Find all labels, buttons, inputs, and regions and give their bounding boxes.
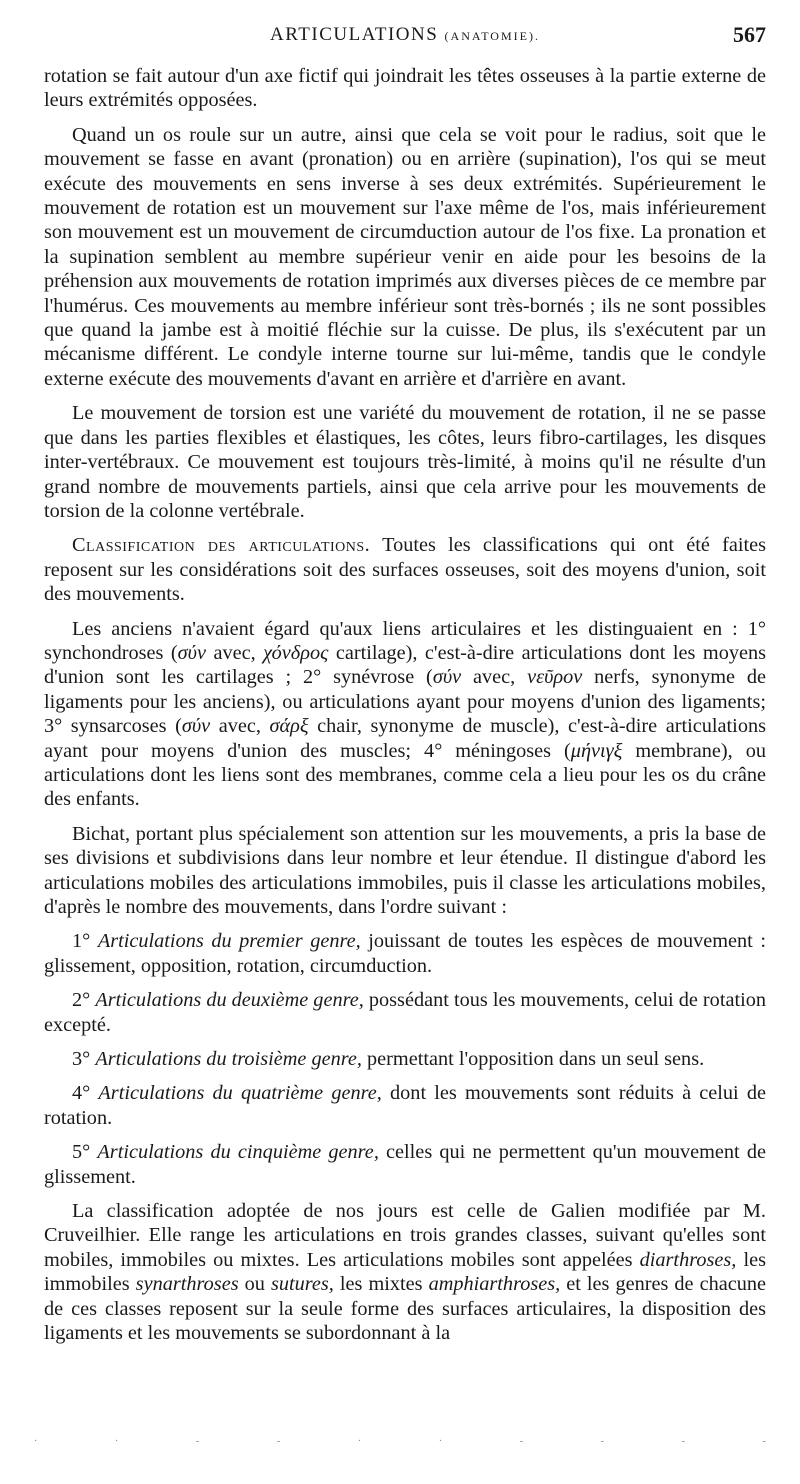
page xyxy=(44,0,767,1345)
text-run: permettant l'opposition dans un seul sens. xyxy=(361,1048,705,1071)
text-run: celles qui ne permettent qu'un mouvement de glissement. xyxy=(44,1141,766,1188)
text-run: 3° xyxy=(72,1048,96,1071)
text-run: chair, synonyme de muscle), c'est-à-dire articulations ayant pour moyens d'union des muscles; 4° méningoses ( xyxy=(44,715,766,762)
paragraph-p3 xyxy=(44,401,766,523)
italic-text: χόνδρος xyxy=(263,641,329,664)
section-heading: Classification des articulations. xyxy=(72,534,371,557)
text-run: 4° xyxy=(72,1082,99,1105)
running-title xyxy=(44,24,766,46)
text-run: Toutes les classifications qui ont été faites reposent sur les considérations soit des surfaces osseuses, soit des moyens d'union, soit des mouvements. xyxy=(44,534,766,606)
italic-text: Articulations du cinquième genre, xyxy=(97,1141,379,1164)
italic-text: σάρξ xyxy=(269,715,309,738)
text-run: dont les mouvements sont réduits à celui de rotation. xyxy=(44,1082,766,1129)
italic-text: sutures, xyxy=(270,1273,334,1296)
italic-text: σύν xyxy=(181,715,211,738)
italic-text: Articulations du deuxième genre, xyxy=(95,989,364,1012)
italic-text: Articulations du quatrième genre, xyxy=(98,1082,382,1105)
text-run: cartilage), c'est-à-dire articulations dont les moyens d'union sont les cartilages ; 2° synévrose ( xyxy=(44,641,767,689)
text-run: les mixtes xyxy=(333,1273,429,1296)
italic-text: diarthroses, xyxy=(639,1248,737,1271)
text-run: La classification adoptée de nos jours est celle de Galien modifiée par M. Cruveilhier. Elle range les articulations en trois grandes classes, suivant qu'elles sont mobiles, immobiles ou mixtes. Les articulations mobiles sont appelées xyxy=(44,1200,766,1271)
italic-text: νεῦρον xyxy=(527,666,583,689)
page-number: 567 xyxy=(733,22,766,47)
text-run: Quand un os roule sur un autre, ainsi que cela se voit pour le radius, soit que le mouvement se fasse en avant (pronation) ou en arrière (supination), l'os qui se meut exécute des mouvements en sens inverse à ses deux extrémités. Supérieurement le mouvement de rotation est un mouvement sur l'axe même de l'os, mais inférieurement son mouvement est un mouvement de circumduction autour de l'os fixe. La pronation et la supination semblent au membre supérieur venir en aide pour les besoins de la préhension aux mouvements de rotation imprimés aux diverses pièces de ce membre par l'humérus. Ces mouvements au membre inférieur sont très-bornés ; ils ne sont possibles que quand la jambe est à moitié fléchie sur la cuisse. De plus, ils s'exécutent par un mécanisme différent. Le condyle interne tourne sur lui-même, tandis que le condyle externe exécute des mouvements d'avant en arrière et d'arrière en avant. xyxy=(44,123,766,390)
italic-text: μήνιγξ xyxy=(570,739,623,762)
text-run: nerfs, synonyme de ligaments pour les anciens), ou articulations ayant pour moyens d'union des ligaments; 3° synsarcoses ( xyxy=(44,666,766,738)
text-run: avec, xyxy=(210,715,270,738)
body-text xyxy=(44,64,766,1356)
text-run: rotation se fait autour d'un axe fictif qui joindrait les têtes osseuses à la partie externe de leurs extrémités opposées. xyxy=(44,65,766,112)
italic-text: Articulations du troisième genre, xyxy=(95,1048,362,1071)
running-header xyxy=(44,0,766,52)
text-run: 2° xyxy=(72,989,96,1012)
paragraph-p8 xyxy=(44,988,766,1037)
text-run: avec, xyxy=(205,641,264,664)
text-run: membrane), ou articulations dont les liens sont des membranes, comme cela a lieu pour les os du crâne des enfants. xyxy=(44,739,766,811)
paragraph-p10 xyxy=(44,1081,766,1130)
italic-text: synarthroses xyxy=(135,1273,239,1296)
italic-text: amphiarthroses, xyxy=(428,1273,561,1296)
paragraph-p5 xyxy=(44,617,766,812)
paragraph-p4 xyxy=(44,533,766,606)
italic-text: σύν xyxy=(432,666,462,689)
text-run: Le mouvement de torsion est une variété du mouvement de rotation, il ne se passe que dans les parties flexibles et élastiques, les côtes, leurs fibro-cartilages, les disques inter-vertébraux. Ce mouvement est toujours très-limité, à moins qu'il ne résulte d'un grand nombre de mouvements partiels, ainsi que cela arrive pour les mouvements de torsion de la colonne vertébrale. xyxy=(44,402,766,522)
text-run: 5° xyxy=(72,1141,98,1164)
paragraph-p11 xyxy=(44,1140,766,1189)
text-run: jouissant de toutes les espèces de mouvement : glissement, opposition, rotation, circumduction. xyxy=(44,930,766,977)
running-title-main: ARTICULATIONS xyxy=(270,24,439,45)
text-run: les immobiles xyxy=(44,1248,766,1296)
text-run: avec, xyxy=(461,666,528,689)
paragraph-p7 xyxy=(44,929,766,978)
footer-artifact-dots: · · - - · · - - - - xyxy=(34,1436,766,1447)
text-run: 1° xyxy=(72,930,98,953)
italic-text: σύν xyxy=(177,641,206,664)
text-run: ou xyxy=(238,1273,271,1296)
text-run: Bichat, portant plus spécialement son attention sur les mouvements, a pris la base de ses divisions et subdivisions dans leur nombre et leur étendue. Il distingue d'abord les articulations mobiles des articulations immobiles, puis il classe les articulations mobiles, d'après le nombre des mouvements, dans l'ordre suivant : xyxy=(44,822,766,918)
paragraph-p9 xyxy=(44,1047,766,1071)
paragraph-p12 xyxy=(44,1199,766,1345)
text-run: Les anciens n'avaient égard qu'aux liens articulaires et les distinguaient en : 1° synchondroses ( xyxy=(44,617,766,664)
paragraph-p1 xyxy=(44,64,766,113)
running-title-subtitle: (ANATOMIE). xyxy=(444,29,540,43)
paragraph-p2 xyxy=(44,123,766,391)
italic-text: Articulations du premier genre, xyxy=(97,930,361,953)
paragraph-p6 xyxy=(44,822,766,920)
text-run: possédant tous les mouvements, celui de rotation excepté. xyxy=(44,989,767,1036)
text-run: et les genres de chacune de ces classes reposent sur la seule forme des surfaces articulaires, la disposition des ligaments et les mouvements se subordonnant à la xyxy=(44,1273,767,1345)
